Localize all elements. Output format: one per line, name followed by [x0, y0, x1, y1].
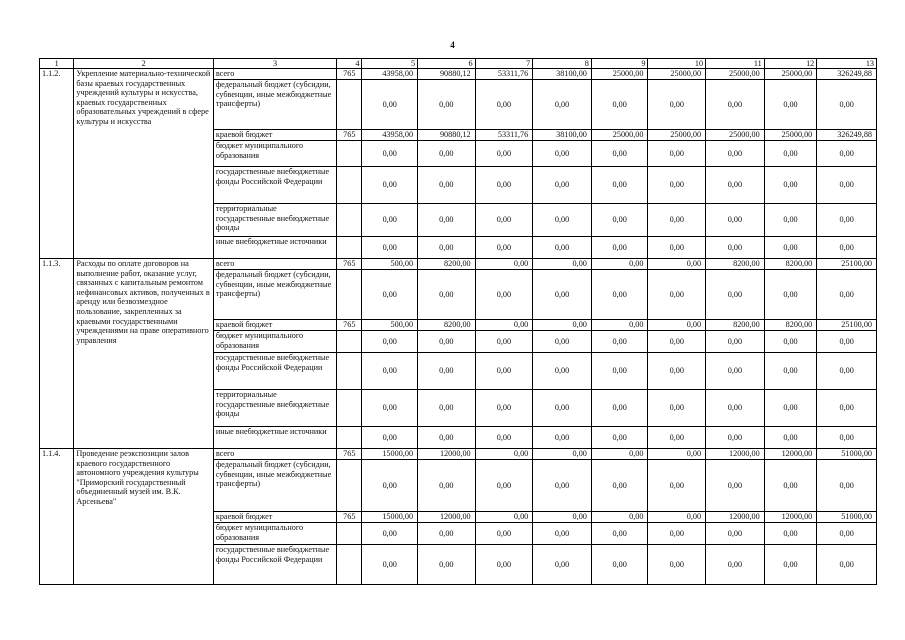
amount-cell: 0,00 — [648, 512, 706, 523]
amount-cell: 8200,00 — [764, 320, 817, 331]
amount-cell: 0,00 — [533, 449, 592, 460]
amount-cell: 0,00 — [418, 460, 476, 512]
amount-cell: 0,00 — [475, 259, 533, 270]
amount-cell: 0,00 — [591, 270, 648, 320]
budget-code — [337, 80, 362, 130]
amount-cell: 0,00 — [362, 460, 418, 512]
amount-cell: 0,00 — [817, 523, 877, 545]
col-header: 9 — [591, 59, 648, 69]
amount-cell: 0,00 — [591, 427, 648, 449]
amount-cell: 0,00 — [475, 427, 533, 449]
amount-cell: 0,00 — [648, 80, 706, 130]
amount-cell: 0,00 — [591, 331, 648, 353]
amount-cell: 25100,00 — [817, 320, 877, 331]
amount-cell: 0,00 — [591, 259, 648, 270]
amount-cell: 0,00 — [475, 320, 533, 331]
amount-cell: 90880,12 — [418, 69, 476, 80]
col-header: 8 — [533, 59, 592, 69]
amount-cell: 0,00 — [533, 523, 592, 545]
amount-cell: 0,00 — [533, 141, 592, 167]
amount-cell: 0,00 — [764, 141, 817, 167]
amount-cell: 0,00 — [362, 545, 418, 585]
budget-code — [337, 167, 362, 204]
funding-source: федеральный бюджет (субсидии, субвенции, иные межбюджетные трансферты) — [213, 80, 336, 130]
table-row — [40, 259, 877, 270]
amount-cell: 0,00 — [475, 167, 533, 204]
amount-cell: 0,00 — [764, 427, 817, 449]
funding-source: бюджет муниципального образования — [213, 141, 336, 167]
amount-cell: 0,00 — [533, 167, 592, 204]
amount-cell: 8200,00 — [764, 259, 817, 270]
amount-cell: 0,00 — [533, 320, 592, 331]
col-header: 6 — [418, 59, 476, 69]
amount-cell: 15000,00 — [362, 512, 418, 523]
col-header: 2 — [74, 59, 214, 69]
budget-code — [337, 270, 362, 320]
funding-source: территориальные государственные внебюджетные фонды — [213, 390, 336, 427]
amount-cell: 0,00 — [706, 523, 765, 545]
amount-cell: 0,00 — [533, 353, 592, 390]
amount-cell: 8200,00 — [418, 320, 476, 331]
amount-cell: 0,00 — [706, 167, 765, 204]
funding-source: краевой бюджет — [213, 512, 336, 523]
amount-cell: 0,00 — [706, 204, 765, 237]
amount-cell: 25000,00 — [591, 69, 648, 80]
amount-cell: 0,00 — [362, 167, 418, 204]
amount-cell: 0,00 — [475, 204, 533, 237]
amount-cell: 15000,00 — [362, 449, 418, 460]
amount-cell: 0,00 — [475, 237, 533, 259]
amount-cell: 0,00 — [817, 237, 877, 259]
amount-cell: 0,00 — [418, 167, 476, 204]
amount-cell: 0,00 — [591, 449, 648, 460]
funding-source: государственные внебюджетные фонды Российской Федерации — [213, 167, 336, 204]
budget-code — [337, 331, 362, 353]
amount-cell: 326249,88 — [817, 130, 877, 141]
amount-cell: 0,00 — [817, 331, 877, 353]
amount-cell: 0,00 — [418, 390, 476, 427]
budget-code: 765 — [337, 69, 362, 80]
amount-cell: 0,00 — [648, 523, 706, 545]
amount-cell: 0,00 — [764, 390, 817, 427]
amount-cell: 500,00 — [362, 320, 418, 331]
amount-cell: 0,00 — [817, 204, 877, 237]
budget-code: 765 — [337, 320, 362, 331]
amount-cell: 0,00 — [418, 353, 476, 390]
budget-code — [337, 427, 362, 449]
amount-cell: 0,00 — [475, 512, 533, 523]
amount-cell: 25100,00 — [817, 259, 877, 270]
funding-source: всего — [213, 259, 336, 270]
amount-cell: 0,00 — [475, 390, 533, 427]
amount-cell: 12000,00 — [418, 449, 476, 460]
amount-cell: 38100,00 — [533, 69, 592, 80]
amount-cell: 0,00 — [648, 141, 706, 167]
amount-cell: 0,00 — [533, 204, 592, 237]
amount-cell: 0,00 — [706, 237, 765, 259]
amount-cell: 500,00 — [362, 259, 418, 270]
amount-cell: 0,00 — [648, 259, 706, 270]
amount-cell: 0,00 — [591, 141, 648, 167]
amount-cell: 0,00 — [706, 460, 765, 512]
amount-cell: 0,00 — [591, 512, 648, 523]
amount-cell: 43958,00 — [362, 130, 418, 141]
amount-cell: 0,00 — [817, 80, 877, 130]
funding-source: иные внебюджетные источники — [213, 237, 336, 259]
amount-cell: 0,00 — [418, 331, 476, 353]
col-header: 10 — [648, 59, 706, 69]
amount-cell: 0,00 — [648, 460, 706, 512]
item-code: 1.1.2. — [40, 69, 74, 259]
amount-cell: 38100,00 — [533, 130, 592, 141]
amount-cell: 25000,00 — [648, 69, 706, 80]
amount-cell: 0,00 — [764, 331, 817, 353]
funding-source: краевой бюджет — [213, 320, 336, 331]
amount-cell: 0,00 — [591, 523, 648, 545]
amount-cell: 0,00 — [475, 353, 533, 390]
amount-cell: 0,00 — [817, 353, 877, 390]
amount-cell: 51000,00 — [817, 449, 877, 460]
amount-cell: 0,00 — [764, 460, 817, 512]
budget-code — [337, 545, 362, 585]
amount-cell: 0,00 — [648, 390, 706, 427]
amount-cell: 0,00 — [817, 270, 877, 320]
amount-cell: 0,00 — [706, 331, 765, 353]
amount-cell: 0,00 — [418, 80, 476, 130]
amount-cell: 0,00 — [764, 523, 817, 545]
amount-cell: 0,00 — [706, 141, 765, 167]
amount-cell: 0,00 — [362, 331, 418, 353]
amount-cell: 0,00 — [362, 141, 418, 167]
item-name: Укрепление материально-технической базы краевых государственных учреждений культуры и искусства, краевых государственных образовательных учреждений в сфере культуры и искусства — [74, 69, 214, 259]
amount-cell: 0,00 — [591, 353, 648, 390]
amount-cell: 0,00 — [362, 270, 418, 320]
amount-cell: 0,00 — [817, 167, 877, 204]
amount-cell: 8200,00 — [418, 259, 476, 270]
funding-source: иные внебюджетные источники — [213, 427, 336, 449]
amount-cell: 0,00 — [533, 259, 592, 270]
amount-cell: 51000,00 — [817, 512, 877, 523]
amount-cell: 12000,00 — [764, 449, 817, 460]
amount-cell: 25000,00 — [706, 130, 765, 141]
col-header: 11 — [706, 59, 765, 69]
amount-cell: 0,00 — [706, 545, 765, 585]
amount-cell: 25000,00 — [648, 130, 706, 141]
funding-source: бюджет муниципального образования — [213, 331, 336, 353]
amount-cell: 53311,76 — [475, 130, 533, 141]
amount-cell: 0,00 — [764, 204, 817, 237]
item-code: 1.1.4. — [40, 449, 74, 585]
amount-cell: 0,00 — [533, 460, 592, 512]
amount-cell: 0,00 — [533, 545, 592, 585]
col-header: 5 — [362, 59, 418, 69]
amount-cell: 0,00 — [706, 80, 765, 130]
funding-source: всего — [213, 69, 336, 80]
amount-cell: 0,00 — [591, 80, 648, 130]
amount-cell: 0,00 — [475, 270, 533, 320]
amount-cell: 12000,00 — [706, 449, 765, 460]
budget-code: 765 — [337, 130, 362, 141]
amount-cell: 0,00 — [418, 545, 476, 585]
amount-cell: 0,00 — [362, 80, 418, 130]
amount-cell: 0,00 — [418, 204, 476, 237]
amount-cell: 25000,00 — [706, 69, 765, 80]
item-name: Расходы по оплате договоров на выполнение работ, оказание услуг, связанных с капитальным ремонтом нефинансовых активов, полученных в аренду или безвозмездное пользование, закрепленных за краевыми государственными учреждениями на праве оперативного управления — [74, 259, 214, 449]
amount-cell: 0,00 — [706, 427, 765, 449]
amount-cell: 0,00 — [362, 427, 418, 449]
funding-source: территориальные государственные внебюджетные фонды — [213, 204, 336, 237]
amount-cell: 0,00 — [648, 427, 706, 449]
amount-cell: 0,00 — [533, 390, 592, 427]
amount-cell: 0,00 — [475, 545, 533, 585]
amount-cell: 0,00 — [764, 237, 817, 259]
funding-source: государственные внебюджетные фонды Российской Федерации — [213, 353, 336, 390]
budget-table — [39, 58, 877, 585]
amount-cell: 0,00 — [362, 523, 418, 545]
amount-cell: 0,00 — [591, 545, 648, 585]
funding-source: федеральный бюджет (субсидии, субвенции, иные межбюджетные трансферты) — [213, 460, 336, 512]
amount-cell: 25000,00 — [764, 130, 817, 141]
column-number-row — [40, 59, 877, 69]
amount-cell: 0,00 — [362, 390, 418, 427]
amount-cell: 0,00 — [648, 204, 706, 237]
amount-cell: 0,00 — [418, 141, 476, 167]
amount-cell: 0,00 — [817, 460, 877, 512]
amount-cell: 0,00 — [591, 320, 648, 331]
amount-cell: 0,00 — [648, 545, 706, 585]
amount-cell: 0,00 — [706, 270, 765, 320]
amount-cell: 0,00 — [591, 204, 648, 237]
amount-cell: 0,00 — [764, 167, 817, 204]
amount-cell: 0,00 — [648, 167, 706, 204]
budget-code — [337, 204, 362, 237]
amount-cell: 0,00 — [475, 449, 533, 460]
item-name: Проведение реэкспозиции залов краевого государственного автономного учреждения культуры "Приморский государственный объединенный музей им. В.К. Арсеньева" — [74, 449, 214, 585]
amount-cell: 53311,76 — [475, 69, 533, 80]
amount-cell: 0,00 — [533, 237, 592, 259]
funding-source: краевой бюджет — [213, 130, 336, 141]
amount-cell: 0,00 — [817, 390, 877, 427]
amount-cell: 25000,00 — [764, 69, 817, 80]
amount-cell: 0,00 — [591, 390, 648, 427]
amount-cell: 0,00 — [648, 449, 706, 460]
amount-cell: 0,00 — [648, 320, 706, 331]
amount-cell: 12000,00 — [418, 512, 476, 523]
amount-cell: 0,00 — [764, 270, 817, 320]
amount-cell: 0,00 — [591, 460, 648, 512]
amount-cell: 0,00 — [475, 460, 533, 512]
amount-cell: 0,00 — [418, 523, 476, 545]
budget-code — [337, 460, 362, 512]
funding-source: государственные внебюджетные фонды Российской Федерации — [213, 545, 336, 585]
budget-code — [337, 141, 362, 167]
amount-cell: 0,00 — [475, 80, 533, 130]
amount-cell: 0,00 — [817, 545, 877, 585]
amount-cell: 0,00 — [706, 390, 765, 427]
amount-cell: 0,00 — [817, 141, 877, 167]
amount-cell: 0,00 — [533, 80, 592, 130]
table-row — [40, 449, 877, 460]
amount-cell: 0,00 — [475, 523, 533, 545]
amount-cell: 8200,00 — [706, 259, 765, 270]
amount-cell: 0,00 — [362, 237, 418, 259]
amount-cell: 90880,12 — [418, 130, 476, 141]
amount-cell: 25000,00 — [591, 130, 648, 141]
amount-cell: 0,00 — [418, 237, 476, 259]
amount-cell: 12000,00 — [764, 512, 817, 523]
funding-source: бюджет муниципального образования — [213, 523, 336, 545]
amount-cell: 0,00 — [533, 427, 592, 449]
amount-cell: 0,00 — [706, 353, 765, 390]
amount-cell: 0,00 — [648, 237, 706, 259]
budget-code: 765 — [337, 449, 362, 460]
budget-code — [337, 353, 362, 390]
amount-cell: 0,00 — [362, 204, 418, 237]
amount-cell: 0,00 — [418, 270, 476, 320]
col-header: 3 — [213, 59, 336, 69]
budget-code: 765 — [337, 259, 362, 270]
amount-cell: 0,00 — [648, 331, 706, 353]
amount-cell: 0,00 — [764, 80, 817, 130]
funding-source: федеральный бюджет (субсидии, субвенции, иные межбюджетные трансферты) — [213, 270, 336, 320]
col-header: 7 — [475, 59, 533, 69]
amount-cell: 0,00 — [533, 331, 592, 353]
amount-cell: 8200,00 — [706, 320, 765, 331]
amount-cell: 0,00 — [362, 353, 418, 390]
col-header: 4 — [337, 59, 362, 69]
item-code: 1.1.3. — [40, 259, 74, 449]
amount-cell: 0,00 — [591, 237, 648, 259]
budget-code — [337, 390, 362, 427]
amount-cell: 326249,88 — [817, 69, 877, 80]
page-number: 4 — [450, 40, 455, 50]
col-header: 13 — [817, 59, 877, 69]
col-header: 1 — [40, 59, 74, 69]
amount-cell: 0,00 — [533, 512, 592, 523]
budget-code — [337, 523, 362, 545]
amount-cell: 43958,00 — [362, 69, 418, 80]
amount-cell: 12000,00 — [706, 512, 765, 523]
amount-cell: 0,00 — [418, 427, 476, 449]
amount-cell: 0,00 — [817, 427, 877, 449]
amount-cell: 0,00 — [475, 331, 533, 353]
table-row — [40, 69, 877, 80]
amount-cell: 0,00 — [533, 270, 592, 320]
budget-code: 765 — [337, 512, 362, 523]
budget-code — [337, 237, 362, 259]
amount-cell: 0,00 — [591, 167, 648, 204]
amount-cell: 0,00 — [475, 141, 533, 167]
amount-cell: 0,00 — [764, 353, 817, 390]
amount-cell: 0,00 — [648, 270, 706, 320]
amount-cell: 0,00 — [648, 353, 706, 390]
amount-cell: 0,00 — [764, 545, 817, 585]
funding-source: всего — [213, 449, 336, 460]
col-header: 12 — [764, 59, 817, 69]
